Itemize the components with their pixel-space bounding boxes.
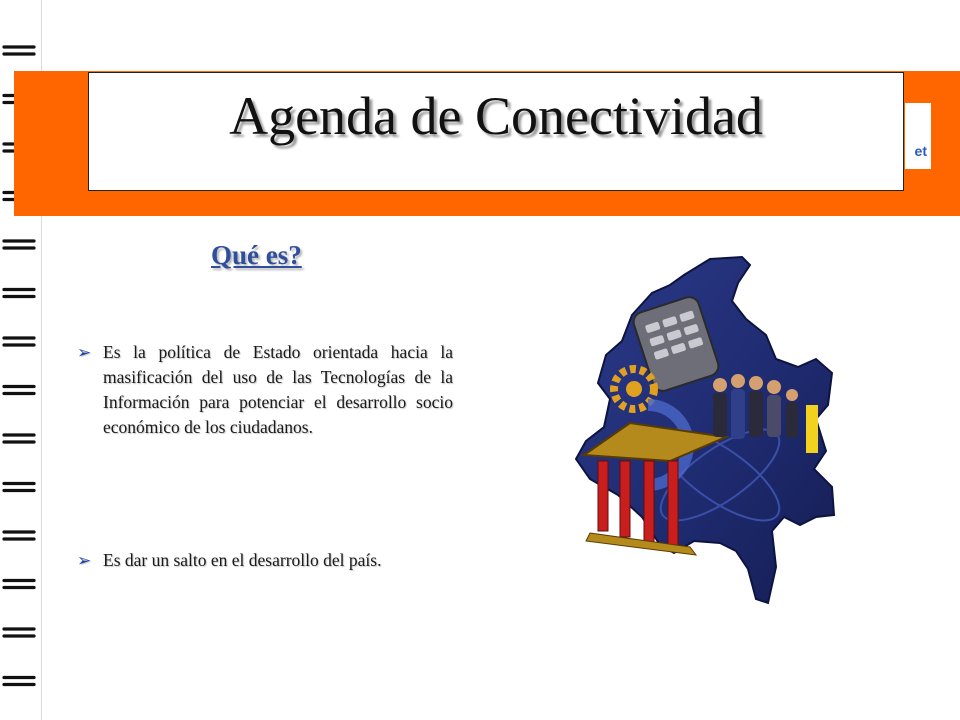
- bullet-item: [77, 548, 453, 573]
- page-title: Agenda de Conectividad: [229, 86, 763, 146]
- logo-fragment: [905, 103, 931, 169]
- arrow-right-icon: ➢: [77, 551, 92, 570]
- section-subtitle: Qué es?: [211, 240, 302, 270]
- bullet-text: Es la política de Estado orientada hacia la masificación del uso de las Tecnologías de la Información para potenciar el desarrollo socio económico de los ciudadanos.: [103, 342, 453, 437]
- colombia-map-illustration: [570, 255, 840, 607]
- flag-stripe: [806, 405, 818, 453]
- bullet-text: Es dar un salto en el desarrollo del país.: [103, 550, 382, 570]
- bullet-item: [77, 340, 453, 440]
- title-box: [88, 72, 904, 191]
- logo-text: et: [914, 143, 927, 159]
- arrow-right-icon: ➢: [77, 343, 92, 362]
